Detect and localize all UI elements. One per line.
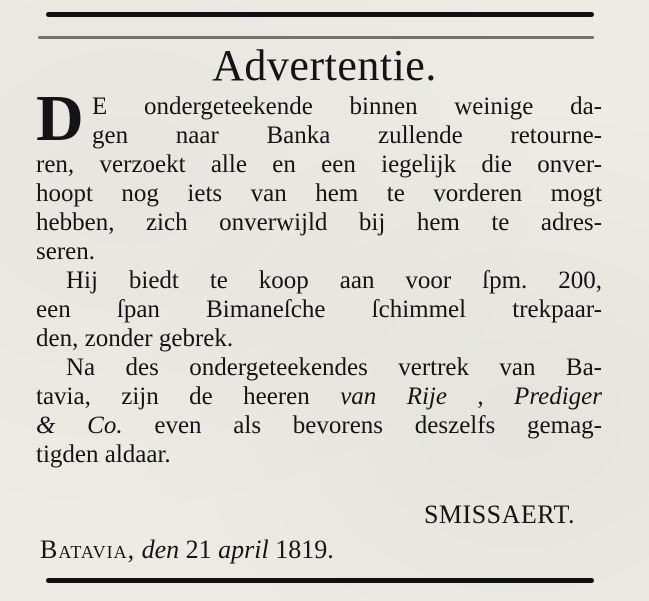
text-fragment: tavia, zijn de heeren (36, 383, 341, 410)
text-line: ren, verzoekt alle en een iegelijk die onver- (36, 151, 602, 178)
paragraph-1 (36, 82, 602, 266)
text-line: Na des ondergeteekendes vertrek van Ba- (66, 354, 602, 381)
italic-names: van Rije , Prediger (340, 383, 602, 410)
text-line: den, zonder gebrek. (36, 325, 234, 352)
dateline-year: 1819. (275, 535, 334, 564)
text-line: hoopt nog iets van hem te vorderen mogt (36, 180, 602, 207)
advert-body (36, 82, 602, 469)
text-line: Hij biedt te koop aan voor ſpm. 200, (66, 267, 602, 294)
dateline-place: Batavia, (40, 535, 136, 564)
dateline (40, 535, 334, 565)
bottom-rule (46, 578, 594, 583)
text-line: gen naar Banka zullende retourne- (92, 122, 602, 149)
top-rule (46, 12, 594, 17)
text-fragment: even als bevorens deszelfs gemag- (122, 412, 602, 439)
dateline-day: 21 (185, 535, 212, 564)
drop-cap: D (36, 82, 84, 155)
text-line: een ſpan Bimaneſche ſchimmel trekpaar- (36, 296, 602, 323)
text-line (36, 411, 602, 440)
text-line: hebben, zich onverwijld bij hem te adres- (36, 209, 602, 236)
text-line: E ondergeteekende binnen weinige da- (92, 93, 602, 120)
dateline-den: den (141, 535, 180, 564)
paragraph-3 (36, 353, 602, 469)
dateline-month: april (218, 535, 269, 564)
text-line: seren. (36, 238, 95, 265)
text-line (36, 382, 602, 411)
italic-company: & Co. (36, 412, 123, 439)
paragraph-2 (36, 266, 602, 353)
signature: SMISSAERT. (423, 500, 575, 529)
text-line: tigden aldaar. (36, 441, 171, 468)
advert-title: Advertentie. (212, 41, 437, 90)
